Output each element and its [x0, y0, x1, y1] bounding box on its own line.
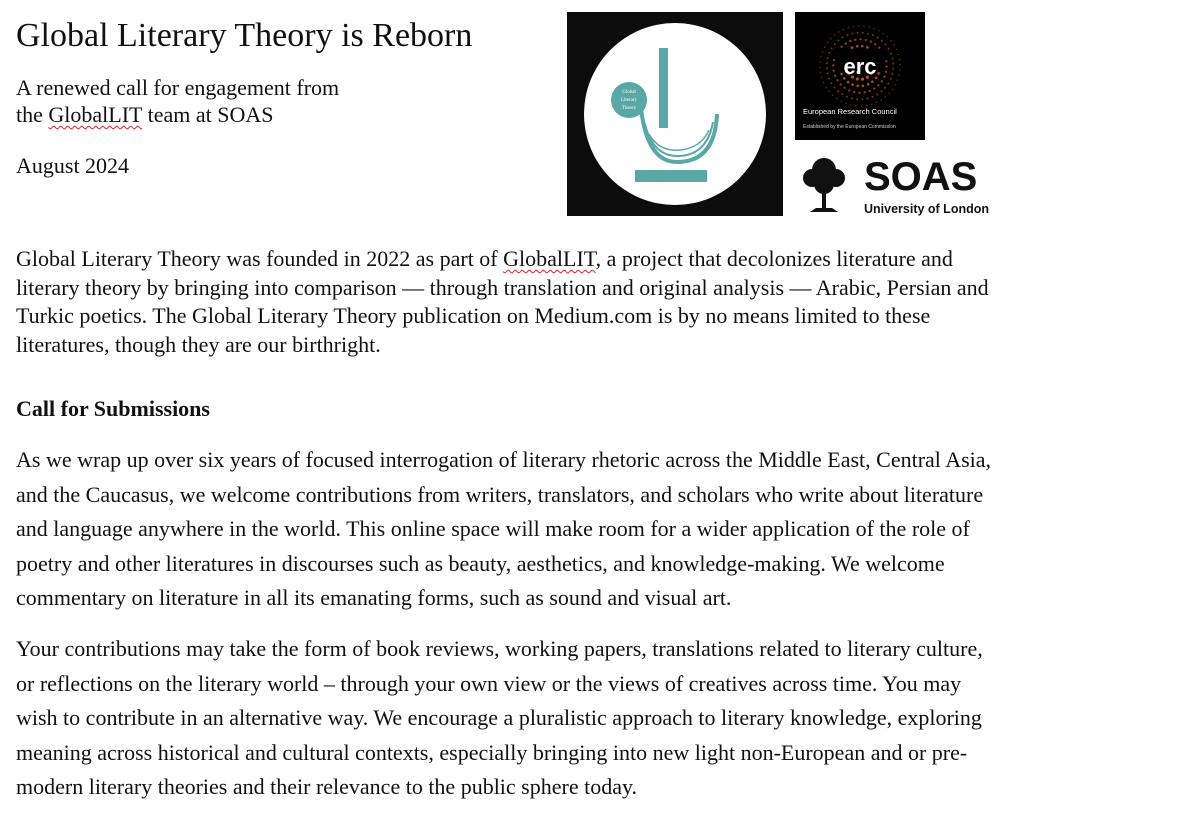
paragraph-line: commentary on literature in all its emanating forms, such as sound and visual art.	[16, 585, 732, 611]
intro-line-4: literatures, though they are our birthright.	[16, 331, 381, 357]
soas-logo	[796, 150, 1006, 218]
paragraph-line: Your contributions may take the form of book reviews, working papers, translations related to literary culture,	[16, 636, 983, 661]
subtitle-text: the	[16, 102, 49, 127]
subtitle-line-2	[16, 101, 339, 128]
paragraph-line: and language anywhere in the world. This online space will make room for a wider application of the role of	[16, 516, 970, 542]
subtitle-text: team at SOAS	[142, 102, 274, 127]
erc-name: European Research Council	[803, 107, 897, 116]
tree-icon	[803, 158, 845, 212]
erc-wordmark: erc	[843, 54, 877, 79]
section-heading: Call for Submissions	[16, 396, 210, 421]
logo-base-bar	[635, 170, 707, 182]
intro-line-2: literary theory by bringing into comparison — through translation and original analysis — Arabic, Persian and	[16, 274, 989, 300]
soas-tagline: University of London	[864, 202, 989, 216]
intro-paragraph	[16, 245, 1176, 359]
logo-circle-text-3: Theory	[621, 106, 637, 111]
call-paragraph-2	[16, 632, 1186, 805]
logo-vertical-bar	[659, 48, 668, 128]
globallit-spellcheck-word[interactable]: GlobalLIT	[48, 102, 143, 127]
intro-text: Global Literary Theory was founded in 2022 as part of	[16, 246, 504, 271]
globallit-logo-graphic	[567, 12, 783, 216]
paragraph-line: or reflections on the literary world – through your own view or the views of creatives across time. You may	[16, 670, 962, 696]
call-paragraph-1	[16, 443, 1186, 616]
soas-wordmark: SOAS	[864, 155, 978, 199]
globallit-logo	[567, 12, 783, 216]
subtitle-line-1: A renewed call for engagement from	[16, 75, 340, 100]
globallit-spellcheck-word[interactable]: GlobalLIT	[503, 246, 596, 271]
erc-logo-graphic	[795, 12, 925, 140]
paragraph-line: modern literary theories and their relevance to the public sphere today.	[16, 774, 638, 800]
soas-logo-graphic	[796, 150, 1006, 218]
logo-circle-text-1: Global	[622, 90, 636, 95]
subtitle	[16, 74, 339, 128]
paragraph-line: poetry and other literatures in discourses such as beauty, aesthetics, and knowledge-making. We welcome	[16, 550, 945, 576]
erc-subtitle: Established by the European Commission	[803, 124, 896, 130]
paragraph-line: wish to contribute in an alternative way. We encourage a pluralistic approach to literary knowledge, exploring	[16, 705, 982, 731]
publication-date: August 2024	[16, 153, 130, 178]
erc-logo	[795, 12, 925, 140]
page-title: Global Literary Theory is Reborn	[16, 17, 473, 54]
intro-text: , a project that decolonizes literature and	[595, 246, 953, 271]
paragraph-line: meaning across historical and cultural contexts, especially bringing into new light non-European and or pre-	[16, 739, 968, 765]
intro-line-3: Turkic poetics. The Global Literary Theory publication on Medium.com is by no means limited to these	[16, 303, 931, 328]
paragraph-line: As we wrap up over six years of focused interrogation of literary rhetoric across the Middle East, Central Asia,	[16, 447, 992, 472]
paragraph-line: and the Caucasus, we welcome contributions from writers, translators, and scholars who write about literature	[16, 481, 984, 507]
intro-line-1	[16, 245, 1176, 274]
logo-circle-text-2: Literary	[620, 98, 638, 103]
